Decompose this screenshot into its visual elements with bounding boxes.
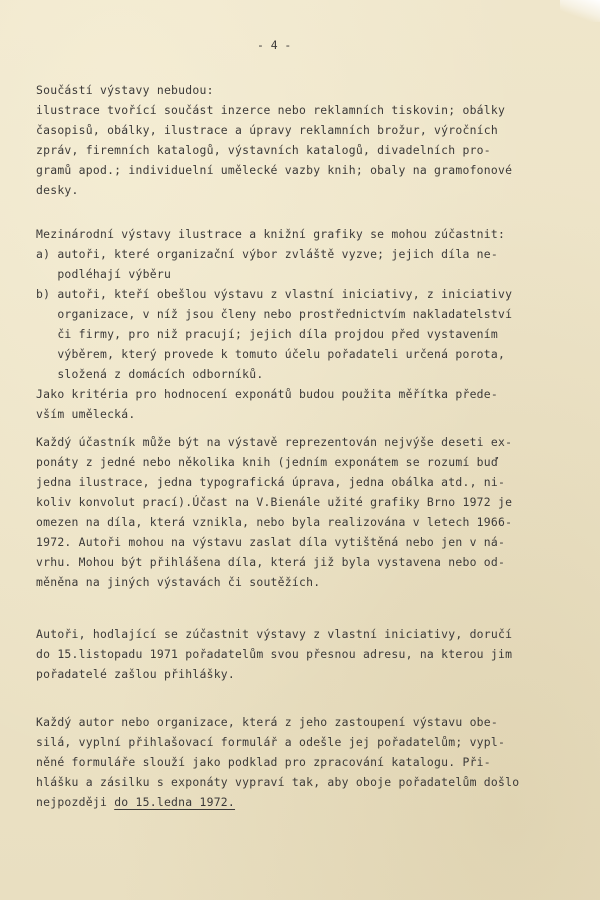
text-line: měněna na jiných výstavách či soutěžích. xyxy=(36,575,321,589)
text-line: ilustrace tvořící součást inzerce nebo reklamních tiskovin; obálky xyxy=(36,103,506,117)
deadline-prefix: nejpozději xyxy=(36,795,115,809)
text-line: něné formuláře slouží jako podklad pro zpracování katalogu. Při- xyxy=(36,755,491,769)
page-number: - 4 - xyxy=(257,38,292,52)
page-corner-fold xyxy=(560,0,600,22)
text-line: omezen na díla, která vznikla, nebo byla realizována v letech 1966- xyxy=(36,515,513,529)
text-line: do 15.listopadu 1971 pořadatelům svou přesnou adresu, na kterou jim xyxy=(36,647,513,661)
text-line: silá, vyplní přihlašovací formulář a odešle jej pořadatelům; vypl- xyxy=(36,735,506,749)
text-line: vrhu. Mohou být přihlášena díla, která již byla vystavena nebo od- xyxy=(36,555,506,569)
text-line: pořadatelé zašlou přihlášky. xyxy=(36,667,236,681)
text-line: vším umělecká. xyxy=(36,407,136,421)
text-line: a) autoři, které organizační výbor zvláště vyzve; jejich díla ne- xyxy=(36,247,499,261)
text-line: časopisů, obálky, ilustrace a úpravy reklamních brožur, výročních xyxy=(36,123,499,137)
text-line: Každý účastník může být na výstavě reprezentován nejvýše deseti ex- xyxy=(36,435,513,449)
text-line: gramů apod.; individuelní umělecké vazby knih; obaly na gramofonové xyxy=(36,163,513,177)
text-line: Součástí výstavy nebudou: xyxy=(36,83,214,97)
text-line: Autoři, hodlající se zúčastnit výstavy z vlastní iniciativy, doručí xyxy=(36,627,513,641)
text-line: jedna ilustrace, jedna typografická úprava, jedna obálka atd., ni- xyxy=(36,475,506,489)
text-line: b) autoři, kteří obešlou výstavu z vlastní iniciativy, z iniciativy xyxy=(36,287,513,301)
text-line: Jako kritéria pro hodnocení exponátů budou použita měřítka přede- xyxy=(36,387,499,401)
text-line: či firmy, pro niž pracují; jejich díla projdou před vystavením xyxy=(36,327,499,341)
text-line: Mezinárodní výstavy ilustrace a knižní grafiky se mohou zúčastnit: xyxy=(36,227,506,241)
text-line: 1972. Autoři mohou na výstavu zaslat díla vytištěná nebo jen v ná- xyxy=(36,535,506,549)
text-line: Každý autor nebo organizace, která z jeho zastoupení výstavu obe- xyxy=(36,715,499,729)
text-line: ponáty z jedné nebo několika knih (jedním exponátem se rozumí buď xyxy=(36,455,499,469)
text-line: výběrem, který provede k tomuto účelu pořadateli určená porota, xyxy=(36,347,506,361)
text-line: hlášku a zásilku s exponáty vypraví tak, aby oboje pořadatelům došlo xyxy=(36,775,520,789)
text-line: desky. xyxy=(36,183,79,197)
text-line-deadline xyxy=(36,793,235,813)
text-line: zpráv, firemních katalogů, výstavních katalogů, divadelních pro- xyxy=(36,143,491,157)
text-line: složená z domácích odborníků. xyxy=(36,367,264,381)
text-line: koliv konvolut prací).Účast na V.Bienále užité grafiky Brno 1972 je xyxy=(36,495,513,509)
deadline-date: do 15.ledna 1972. xyxy=(114,795,236,809)
text-line: podléhají výběru xyxy=(36,267,172,281)
text-line: organizace, v níž jsou členy nebo prostřednictvím nakladatelství xyxy=(36,307,513,321)
